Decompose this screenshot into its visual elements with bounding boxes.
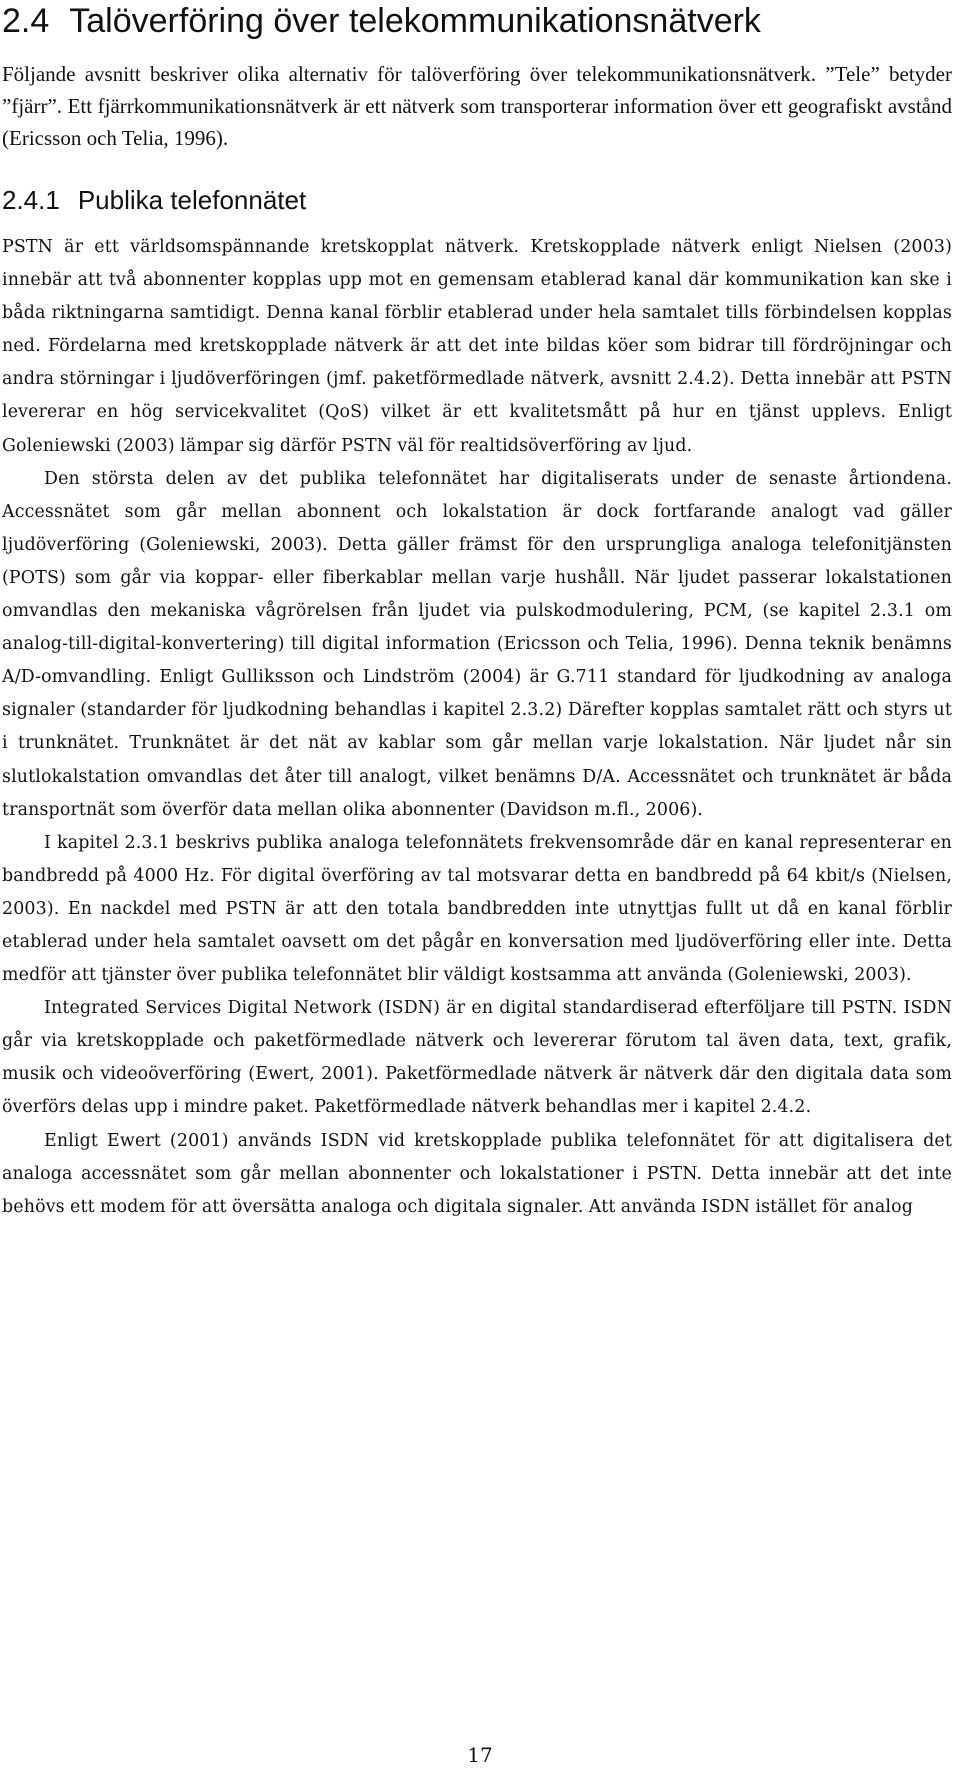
subsection-title: Publika telefonnätet <box>77 185 307 215</box>
subsection-number: 2.4.1 <box>2 185 60 215</box>
paragraph-isdn-intro: Integrated Services Digital Network (ISDN) är en digital standardiserad efterföljare till PSTN. ISDN går via kretskopplade och paketförmedlade nätverk och levererar förutom tal även data, text, grafik, musik och videoöverföring (Ewert, 2001). Paketförmedlade nätverk är nätverk där den digitala data som överförs delas upp i mindre paket. Paketförmedlade nätverk behandlas mer i kapitel 2.4.2. <box>2 998 952 1118</box>
section-intro-paragraph: Följande avsnitt beskriver olika alternativ för talöverföring över telekommunikationsnätverk. ”Tele” betyder ”fjärr”. Ett fjärrkommunikationsnätverk är ett nätverk som transporterar information över ett geografiskt avstånd (Ericsson och Telia, 1996). <box>2 62 952 150</box>
paragraph-digitalization: Den största delen av det publika telefonnätet har digitaliserats under de senaste årtiondena. Accessnätet som går mellan abonnent och lokalstation är dock fortfarande analogt vad gäller ljudöverföring (Goleniewski, 2003). Detta gäller främst för den ursprungliga analoga telefonitjänsten (POTS) som går via koppar- eller fiberkablar mellan varje hushåll. När ljudet passerar lokalstationen omvandlas den mekaniska vågrörelsen från ljudet via pulskodmodulering, PCM, (se kapitel 2.3.1 om analog-till-digital-konvertering) till digital information (Ericsson och Telia, 1996). Denna teknik benämns A/D-omvandling. Enligt Gulliksson och Lindström (2004) är G.711 standard för ljudkodning av analoga signaler (standarder för ljudkodning behandlas i kapitel 2.3.2) Därefter kopplas samtalet rätt och styrs ut i trunknätet. Trunknätet är det nät av kablar som går mellan varje lokalstation. När ljudet når sin slutlokalstation omvandlas det åter till analogt, vilket benämns D/A. Accessnätet och trunknätet är båda transportnät som överför data mellan olika abonnenter (Davidson m.fl., 2006). <box>2 468 952 820</box>
paragraph-pstn-overview: PSTN är ett världsomspännande kretskopplat nätverk. Kretskopplade nätverk enligt Nielsen (2003) innebär att två abonnenter kopplas upp mot en gemensam etablerad kanal där kommunikation kan ske i båda riktningarna samtidigt. Denna kanal förblir etablerad under hela samtalet tills förbindelsen kopplas ned. Fördelarna med kretskopplade nätverk är att det inte bildas köer som bidrar till fördröjningar och andra störningar i ljudöverföringen (jmf. paketförmedlade nätverk, avsnitt 2.4.2). Detta innebär att PSTN levererar en hög servicekvalitet (QoS) vilket är ett kvalitetsmått på hur en tjänst upplevs. Enligt Goleniewski (2003) lämpar sig därför PSTN väl för realtidsöverföring av ljud. <box>2 237 952 456</box>
paragraph-bandwidth: I kapitel 2.3.1 beskrivs publika analoga telefonnätets frekvensområde där en kanal representerar en bandbredd på 4000 Hz. För digital överföring av tal motsvarar detta en bandbredd på 64 kbit/s (Nielsen, 2003). En nackdel med PSTN är att den totala bandbredden inte utnyttjas fullt ut då en kanal förblir etablerad under hela samtalet oavsett om det pågår en konversation med ljudöverföring eller inte. Detta medför att tjänster över publika telefonnätet blir väldigt kostsamma att använda (Goleniewski, 2003). <box>2 832 952 986</box>
subsection-body <box>2 231 952 1224</box>
section-heading <box>2 0 952 41</box>
section-number: 2.4 <box>2 2 50 40</box>
subsection-heading <box>2 183 952 217</box>
paragraph-isdn-usage: Enligt Ewert (2001) används ISDN vid kretskopplade publika telefonnätet för att digitalisera det analoga accessnätet som går mellan abonnenter och lokalstationer i PSTN. Detta innebär att det inte behövs ett modem för att översätta analoga och digitala signaler. Att använda ISDN istället för analog <box>2 1130 952 1217</box>
page-number: 17 <box>467 1743 493 1767</box>
section-title: Talöverföring över telekommunikationsnätverk <box>69 2 761 40</box>
